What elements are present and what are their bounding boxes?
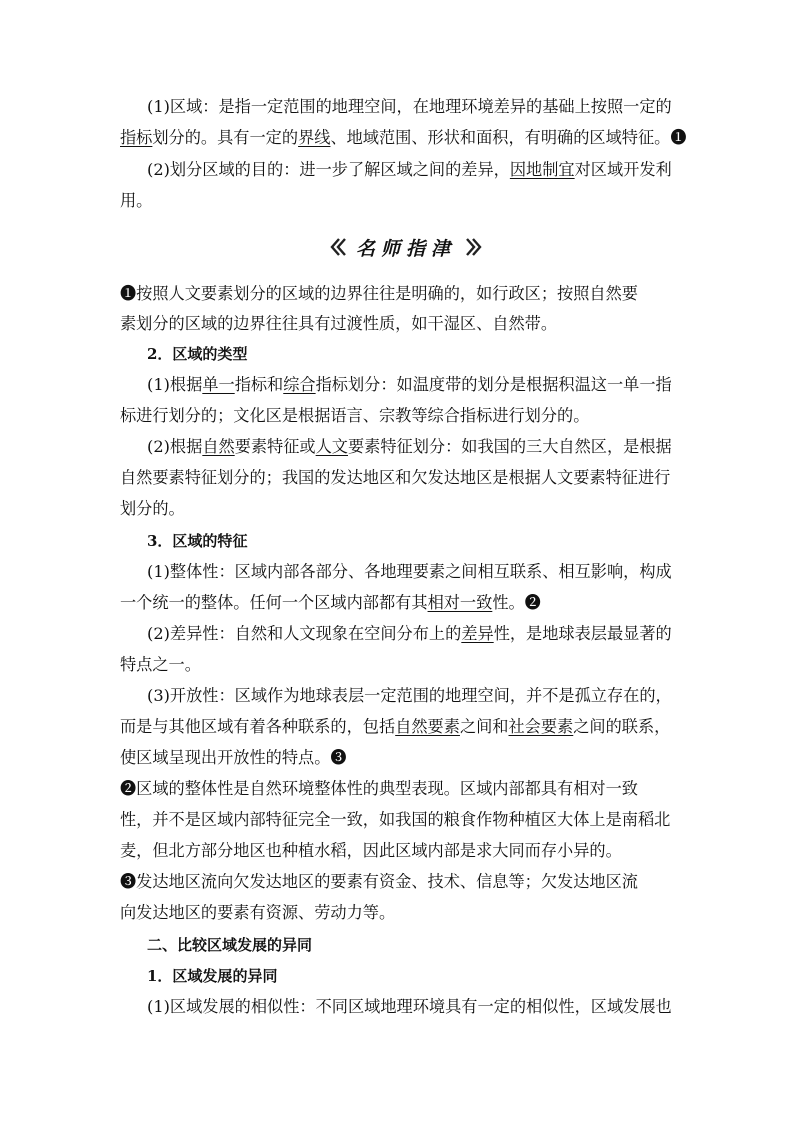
underlined-term: 差异 bbox=[461, 624, 494, 643]
text-line: 特点之一。 bbox=[120, 655, 201, 674]
banner-title: 名师指津 bbox=[355, 237, 456, 260]
text-line: (1)整体性：区域内部各部分、各地理要素之间相互联系、相互影响，构成 bbox=[147, 562, 672, 581]
note-line: ❸发达地区流向欠发达地区的要素有资金、技术、信息等；欠发达地区流 bbox=[120, 872, 638, 891]
note-line: 麦，但北方部分地区也种植水稻，因此区域内部是求大同而存小异的。 bbox=[120, 841, 622, 860]
section-heading: 二、比较区域发展的异同 bbox=[147, 936, 313, 954]
text-line: 指标划分的。具有一定的界线、地域范围、形状和面积，有明确的区域特征。❶ bbox=[120, 128, 687, 147]
underlined-term: 指标 bbox=[120, 128, 153, 147]
text-line: 而是与其他区域有着各种联系的，包括自然要素之间和社会要素之间的联系， bbox=[120, 717, 671, 736]
text-line: 划分的。 bbox=[120, 499, 185, 518]
text-line: 自然要素特征划分的；我国的发达地区和欠发达地区是根据人文要素特征进行 bbox=[120, 468, 671, 487]
text-line: (1)根据单一指标和综合指标划分：如温度带的划分是根据积温这一单一指 bbox=[147, 375, 672, 394]
section-banner bbox=[326, 232, 486, 262]
note-line: 素划分的区域的边界往往具有过渡性质，如干湿区、自然带。 bbox=[120, 314, 558, 333]
underlined-term: 因地制宜 bbox=[509, 160, 575, 179]
section-heading: 3．区域的特征 bbox=[147, 532, 248, 550]
double-chevron-left-icon bbox=[330, 236, 346, 258]
text-line: (2)差异性：自然和人文现象在空间分布上的差异性，是地球表层最显著的 bbox=[147, 624, 672, 643]
note-line: 向发达地区的要素有资源、劳动力等。 bbox=[120, 903, 396, 922]
underlined-term: 综合 bbox=[283, 375, 316, 394]
text-line: 标进行划分的；文化区是根据语言、宗教等综合指标进行划分的。 bbox=[120, 406, 590, 425]
text-line: 一个统一的整体。任何一个区域内部都有其相对一致性。❷ bbox=[120, 593, 541, 612]
double-chevron-right-icon bbox=[466, 236, 482, 258]
underlined-term: 社会要素 bbox=[508, 717, 574, 736]
text-line: (1)区域发展的相似性：不同区域地理环境具有一定的相似性，区域发展也 bbox=[147, 997, 672, 1016]
text-line: 用。 bbox=[120, 191, 153, 210]
text-line: (2)划分区域的目的：进一步了解区域之间的差异，因地制宜对区域开发利 bbox=[147, 160, 672, 179]
underlined-term: 自然要素 bbox=[395, 717, 460, 736]
note-line: ❶按照人文要素划分的区域的边界往往是明确的，如行政区；按照自然要 bbox=[120, 284, 638, 303]
text-line: 使区域呈现出开放性的特点。❸ bbox=[120, 748, 347, 767]
text-line: (3)开放性：区域作为地球表层一定范围的地理空间，并不是孤立存在的， bbox=[147, 686, 672, 705]
note-line: ❷区域的整体性是自然环境整体性的典型表现。区域内部都具有相对一致 bbox=[120, 779, 638, 798]
text-line: (2)根据自然要素特征或人文要素特征划分：如我国的三大自然区，是根据 bbox=[147, 437, 672, 456]
underlined-term: 单一 bbox=[202, 375, 235, 394]
underlined-term: 相对一致 bbox=[427, 593, 493, 612]
underlined-term: 人文 bbox=[315, 437, 348, 456]
underlined-term: 界线 bbox=[298, 128, 331, 147]
section-heading: 2．区域的类型 bbox=[147, 345, 248, 363]
underlined-term: 自然 bbox=[202, 437, 235, 456]
text-line: (1)区域：是指一定范围的地理空间，在地理环境差异的基础上按照一定的 bbox=[147, 97, 672, 116]
subsection-heading: 1．区域发展的异同 bbox=[147, 967, 278, 985]
note-line: 性，并不是区域内部特征完全一致，如我国的粮食作物种植区大体上是南稻北 bbox=[120, 810, 671, 829]
